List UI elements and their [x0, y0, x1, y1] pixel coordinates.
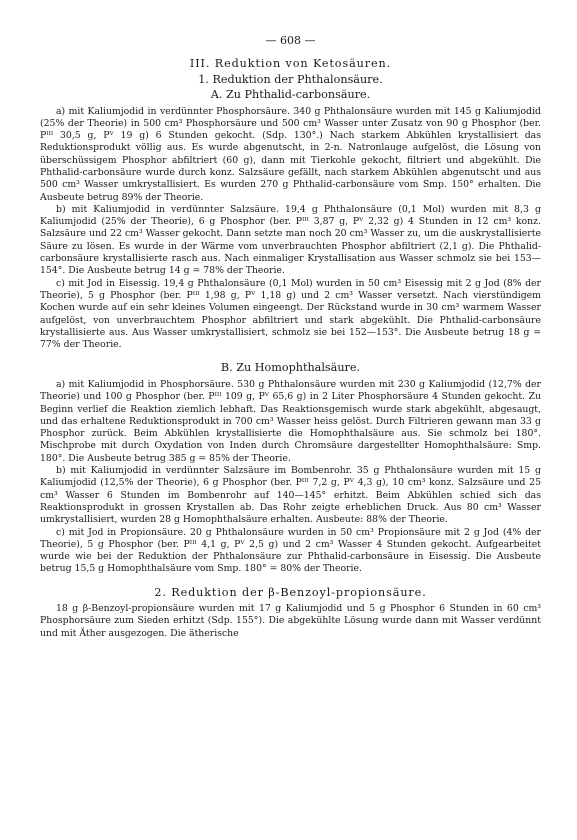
section-2-body	[40, 603, 541, 640]
page-number: — 608 —	[265, 34, 316, 47]
subsection-a-heading: A. Zu Phthalid-carbonsäure.	[210, 88, 371, 101]
subsection-a-body	[40, 106, 541, 352]
paragraph-a-a: a) mit Kaliumjodid in verdünnter Phosphorsäure. 340 g Phthalonsäure wurden mit 145 g Kaliumjodid (25% der Theorie) in 500 cm³ Phosphorsäure und 500 cm³ Wasser unter Zusatz von 90 g Phosphor (ber. Pᴵᴵᴵ 30,5 g, Pⱽ 19 g) 6 Stunden gekocht. (Sdp. 130°.) Nach starkem Abkühlen krystallisiert das Reduktionsprodukt völlig aus. Es wurde abgenutscht, in 2-n. Natronlauge aufgelöst, die Lösung von überschüssigem Phosphor abfiltriert (60 g), dann mit Tierkohle gekocht, filtriert und abgekühlt. Die Phthalid-carbonsäure wurde durch konz. Salzsäure gefällt, nach starkem Abkühlen abgenutscht und aus 500 cm³ Wasser umkrystallisiert. Es wurden 270 g Phthalid-carbonsäure vom Smp. 150° erhalten. Die Ausbeute betrug 89% der Theorie.	[40, 105, 541, 203]
paragraph-2: 18 g β-Benzoyl-propionsäure wurden mit 17 g Kaliumjodid und 5 g Phosphor 6 Stunden in 60 cm³ Phosphorsäure zum Sieden erhitzt (Sdp. 155°). Die abgekühlte Lösung wurde dann mit Wasser verdünnt und mit Äther ausgezogen. Die ätherische	[40, 603, 541, 639]
paragraph-b-b: b) mit Kaliumjodid in verdünnter Salzsäure im Bombenrohr. 35 g Phthalonsäure wurden mit 15 g Kaliumjodid (12,5% der Theorie), 6 g Phosphor (ber. Pᴵᴵᴵ 7,2 g, Pⱽ 4,3 g), 10 cm³ konz. Salzsäure und 25 cm³ Wasser 6 Stunden im Bombenrohr auf 140—145° erhitzt. Beim Abkühlen schied sich das Reaktionsprodukt in grossen Krystallen ab. Das Rohr zeigte erheblichen Druck. Aus 80 cm³ Wasser umkrystallisiert, wurden 28 g Homophthalsäure erhalten. Ausbeute: 88% der Theorie.	[40, 465, 541, 526]
paragraph-a-b: b) mit Kaliumjodid in verdünnter Salzsäure. 19,4 g Phthalonsäure (0,1 Mol) wurden mit 8,3 g Kaliumjodid (25% der Theorie), 6 g Phosphor (ber. Pᴵᴵᴵ 3,87 g, Pⱽ 2,32 g) 4 Stunden in 12 cm³ konz. Salzsäure und 22 cm³ Wasser gekocht. Dann setzte man noch 20 cm³ Wasser zu, um die auskrystallisierte Säure zu lösen. Es wurde in der Wärme vom unverbrauchten Phosphor abfiltriert (2,1 g). Die Phthalid-carbonsäure krystallisierte rasch aus. Nach einmaliger Krystallisation aus Wasser schmolz sie bei 153—154°. Die Ausbeute betrug 14 g = 78% der Theorie.	[40, 203, 541, 277]
subsection-b-heading: B. Zu Homophthalsäure.	[220, 361, 361, 375]
paragraph-a-c: c) mit Jod in Eisessig. 19,4 g Phthalonsäure (0,1 Mol) wurden in 50 cm³ Eisessig mit 2 g Jod (8% der Theorie), 5 g Phosphor (ber. Pᴵᴵᴵ 1,98 g, Pⱽ 1,18 g) und 2 cm³ Wasser versetzt. Nach vierstündigem Kochen wurde auf ein sehr kleines Volumen eingeengt. Der Rückstand wurde in 30 cm³ warmem Wasser aufgelöst, von unverbrauchtem Phosphor abfiltriert und stark abgekühlt. Die Phthalid-carbonsäure krystallisierte aus. Aus Wasser umkrystallisiert, schmolz sie bei 152—153°. Die Ausbeute betrug 18 g = 77% der Theorie.	[40, 277, 541, 351]
paragraph-b-c: c) mit Jod in Propionsäure. 20 g Phthalonsäure wurden in 50 cm³ Propionsäure mit 2 g Jod (4% der Theorie), 5 g Phosphor (ber. Pᴵᴵᴵ 4,1 g, Pⱽ 2,5 g) und 2 cm³ Wasser 4 Stunden gekocht. Aufgearbeitet wurde wie bei der Reduktion der Phthalonsäure zur Phthalid-carbonsäure in Eisessig. Die Ausbeute betrug 15,5 g Homophthalsäure vom Smp. 180° = 80% der Theorie.	[40, 526, 541, 575]
paragraph-b-a: a) mit Kaliumjodid in Phosphorsäure. 530 g Phthalonsäure wurden mit 230 g Kaliumjodid (12,7% der Theorie) und 100 g Phosphor (ber. Pᴵᴵᴵ 109 g, Pⱽ 65,6 g) in 2 Liter Phosphorsäure 4 Stunden gekocht. Zu Beginn verlief die Reaktion ziemlich lebhaft. Das Reaktionsgemisch wurde stark abgekühlt, abgesaugt, und das erhaltene Reduktionsprodukt in 700 cm³ Wasser heiss gelöst. Durch Filtrieren gewann man 33 g Phosphor zurück. Beim Abkühlen krystallisierte die Homophthalsäure aus. Sie schmolz bei 180°. Mischprobe mit durch Oxydation von Inden durch Chromsäure dargestellter Homophthalsäure: Smp. 180°. Die Ausbeute betrug 385 g = 85% der Theorie.	[40, 378, 541, 464]
chapter-heading: III. Reduktion von Ketosäuren.	[189, 57, 392, 70]
subsection-b-body	[40, 379, 541, 576]
section-1-heading: 1. Reduktion der Phthalonsäure.	[198, 72, 383, 86]
section-2-heading: 2. Reduktion der β-Benzoyl-propionsäure.	[154, 585, 427, 599]
